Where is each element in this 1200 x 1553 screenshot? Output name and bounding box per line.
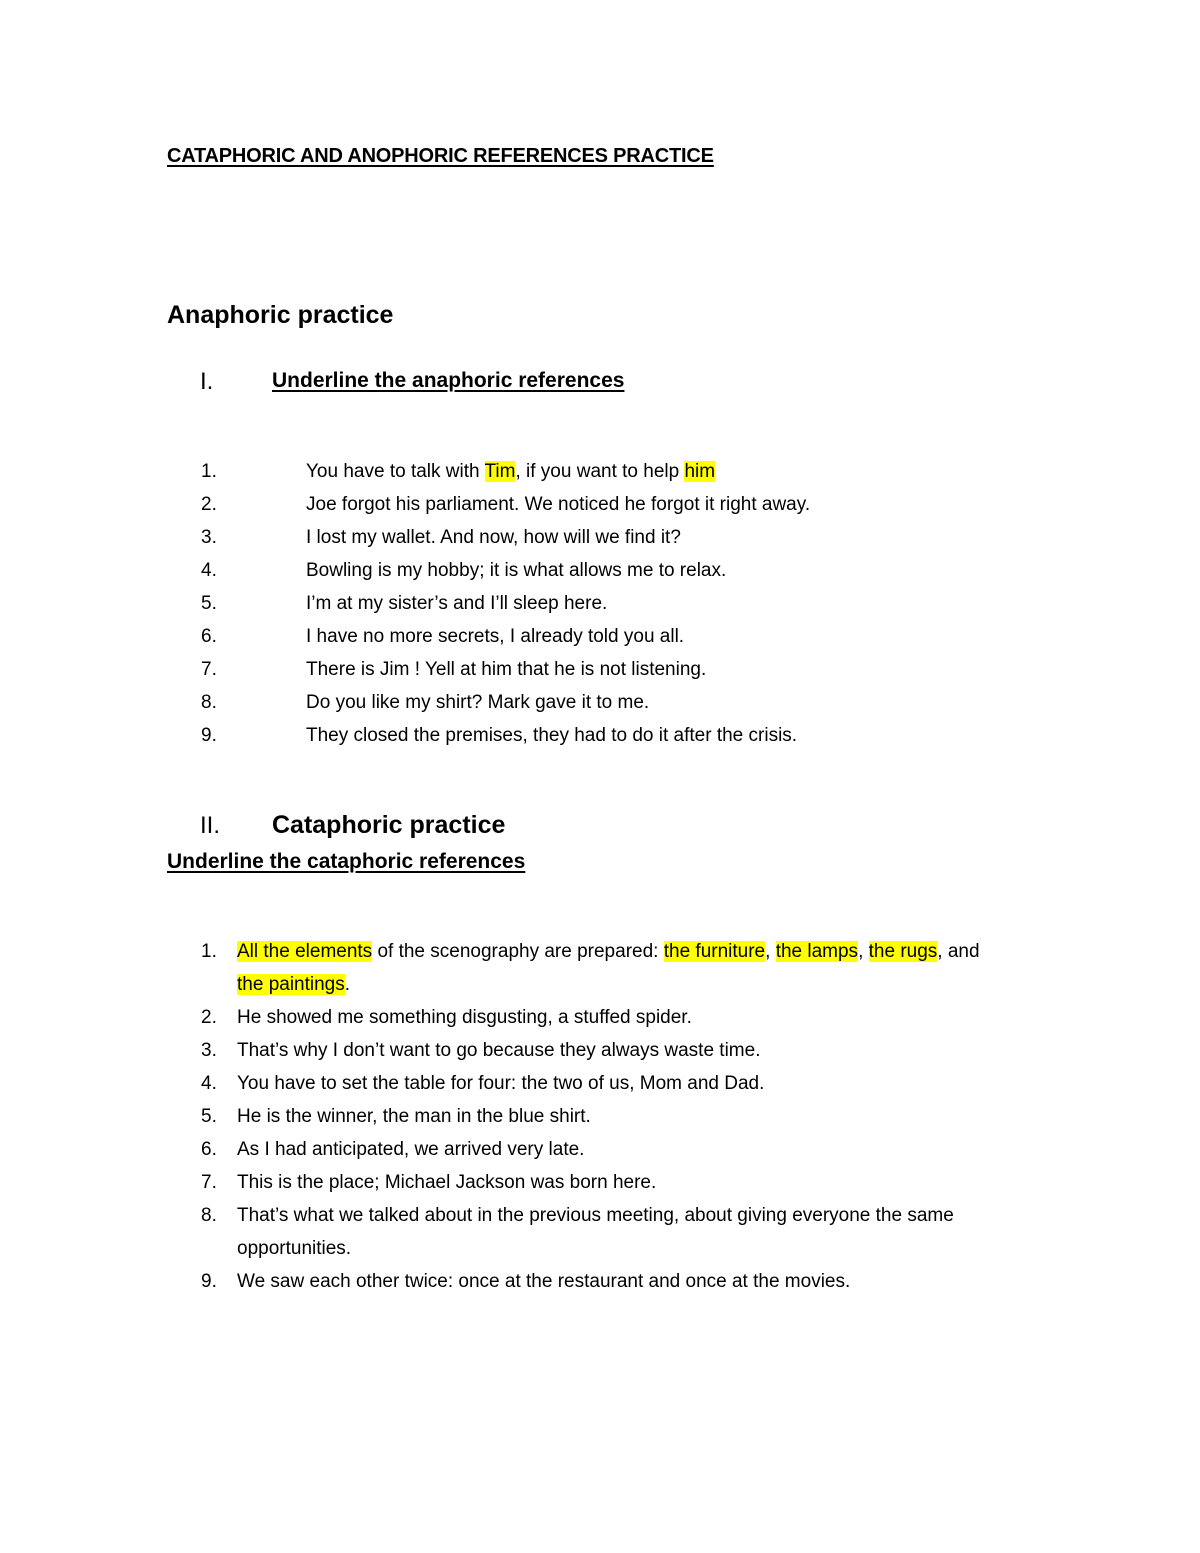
list-item <box>201 1001 1101 1034</box>
text-fragment: We saw each other twice: once at the restaurant and once at the movies. <box>237 1271 851 1292</box>
anaphoric-list <box>201 455 1101 752</box>
list-item-text <box>306 488 810 521</box>
list-item <box>201 653 1101 686</box>
list-item-number: 1. <box>201 941 217 962</box>
list-item-number: 2. <box>201 494 217 515</box>
anaphoric-heading: Anaphoric practice <box>167 301 394 329</box>
list-item <box>201 1166 1101 1199</box>
list-item <box>201 1100 1101 1133</box>
list-item-text <box>237 1133 584 1166</box>
text-fragment: You have to set the table for four: the two of us, Mom and Dad. <box>237 1073 765 1094</box>
list-item-number: 1. <box>201 461 217 482</box>
highlighted-reference: Tim <box>484 461 516 482</box>
list-item-text <box>306 686 649 719</box>
list-item-number: 4. <box>201 560 217 581</box>
cataphoric-heading: Cataphoric practice <box>272 811 506 839</box>
list-item-text <box>237 1001 692 1034</box>
text-fragment: You have to talk with <box>306 461 485 482</box>
list-item <box>201 1034 1101 1067</box>
list-item <box>201 935 1101 1001</box>
list-item-text <box>237 1067 764 1100</box>
highlighted-reference: the lamps <box>775 941 859 962</box>
anaphoric-instruction: Underline the anaphoric references <box>272 369 625 392</box>
list-item-text <box>306 554 726 587</box>
cataphoric-instruction: Underline the cataphoric references <box>167 850 526 873</box>
list-item <box>201 1199 1101 1265</box>
cataphoric-list <box>201 935 1101 1298</box>
text-fragment: . <box>344 974 351 995</box>
list-item <box>201 1067 1101 1100</box>
list-item-number: 7. <box>201 659 217 680</box>
list-item-number: 9. <box>201 725 217 746</box>
highlighted-reference: the paintings <box>237 974 345 995</box>
text-fragment: I’m at my sister’s and I’ll sleep here. <box>306 593 608 614</box>
highlighted-reference: the rugs <box>868 941 938 962</box>
list-item <box>201 719 1101 752</box>
list-item <box>201 620 1101 653</box>
list-item-text <box>237 1100 591 1133</box>
text-fragment: They closed the premises, they had to do it after the crisis. <box>306 725 798 746</box>
list-item-text <box>306 620 684 653</box>
highlighted-reference: him <box>684 461 716 482</box>
list-item <box>201 686 1101 719</box>
text-fragment: I lost my wallet. And now, how will we find it? <box>306 527 681 548</box>
text-fragment: He is the winner, the man in the blue shirt. <box>237 1106 591 1127</box>
section-numeral-2: II. <box>200 812 221 839</box>
text-fragment: There is Jim ! Yell at him that he is not listening. <box>306 659 707 680</box>
list-item-text <box>306 587 607 620</box>
list-item-number: 3. <box>201 1040 217 1061</box>
text-fragment: That’s what we talked about in the previous meeting, about giving everyone the same opportunities. <box>237 1205 954 1259</box>
list-item-text <box>306 653 706 686</box>
text-fragment: As I had anticipated, we arrived very late. <box>237 1139 585 1160</box>
list-item <box>201 1265 1101 1298</box>
text-fragment: That’s why I don’t want to go because they always waste time. <box>237 1040 761 1061</box>
list-item-text <box>306 719 797 752</box>
list-item-number: 4. <box>201 1073 217 1094</box>
list-item <box>201 1133 1101 1166</box>
list-item-number: 5. <box>201 593 217 614</box>
document-title: CATAPHORIC AND ANOPHORIC REFERENCES PRACTICE <box>167 145 714 167</box>
text-fragment: Do you like my shirt? Mark gave it to me. <box>306 692 650 713</box>
list-item-text <box>306 521 681 554</box>
list-item-number: 7. <box>201 1172 217 1193</box>
list-item-number: 8. <box>201 692 217 713</box>
list-item-number: 9. <box>201 1271 217 1292</box>
list-item-number: 6. <box>201 1139 217 1160</box>
text-fragment: Joe forgot his parliament. We noticed he forgot it right away. <box>306 494 811 515</box>
text-fragment: This is the place; Michael Jackson was born here. <box>237 1172 657 1193</box>
highlighted-reference: the furniture <box>663 941 766 962</box>
list-item <box>201 554 1101 587</box>
highlighted-reference: All the elements <box>237 941 373 962</box>
list-item-text <box>237 1199 1007 1265</box>
list-item-text <box>237 1166 656 1199</box>
text-fragment: , and <box>937 941 980 962</box>
list-item-number: 2. <box>201 1007 217 1028</box>
list-item <box>201 587 1101 620</box>
list-item-text <box>306 455 715 488</box>
list-item-number: 5. <box>201 1106 217 1127</box>
list-item <box>201 455 1101 488</box>
text-fragment: , <box>765 941 776 962</box>
list-item-text <box>237 1034 760 1067</box>
list-item-text <box>237 935 1007 1001</box>
list-item <box>201 521 1101 554</box>
section-numeral-1: I. <box>200 368 214 395</box>
text-fragment: He showed me something disgusting, a stuffed spider. <box>237 1007 692 1028</box>
list-item-text <box>237 1265 850 1298</box>
text-fragment: of the scenography are prepared: <box>372 941 664 962</box>
list-item <box>201 488 1101 521</box>
list-item-number: 8. <box>201 1205 217 1226</box>
text-fragment: I have no more secrets, I already told you all. <box>306 626 685 647</box>
text-fragment: , if you want to help <box>515 461 685 482</box>
text-fragment: Bowling is my hobby; it is what allows me to relax. <box>306 560 727 581</box>
list-item-number: 6. <box>201 626 217 647</box>
text-fragment: , <box>858 941 869 962</box>
list-item-number: 3. <box>201 527 217 548</box>
